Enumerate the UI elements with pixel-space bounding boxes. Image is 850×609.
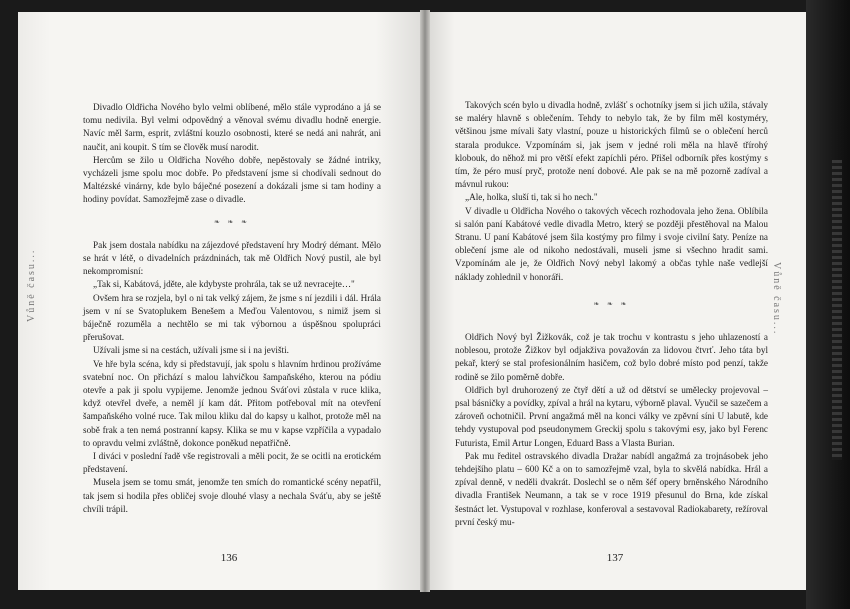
paragraph: V divadle u Oldřicha Nového o takových věcech rozhodovala jeho žena. Oblíbila si salón paní Kabátové vedle divadla Metro, který se později přestěhoval na Malou Stranu. U paní Kabátové jsem šila kostýmy pro filmy i svoje civilní šaty. Peníze na oblečení jsme ale od nikoho nedostávali, museli jsme si všechno hradit sami. Vzpomínám ale je, že Oldřich Nový nebyl lakomý a občas tyhle naše vedlejší náklady zohlednil v honoráři. bbox=[455, 205, 768, 282]
paragraph: „Tak si, Kabátová, jděte, ale kdybyste prohrála, tak se už nevracejte…" bbox=[93, 279, 355, 290]
paragraph: Takových scén bylo u divadla hodně, zvlášť s ochotníky jsem si jich užila, stávaly se maléry hlavně s oblečením. Tehdy to nebylo tak, že by film měl kostyméry, většinou jsme mívali šaty vlastní, pouze u historických filmů se o oblečení herců starala produkce. Vzpomínám si, jak jsem v jedné roli měla na hlavě třírohý klobouk, do něhož mi pro větší efekt zapíchli péro. Přišel odborník přes kostýmy s tím, že péro musí pryč, protože není dobové. Ale pak se na mě pozorně zadíval a mávnul rukou: bbox=[455, 100, 768, 190]
running-head-right: Vůně času... bbox=[771, 262, 782, 336]
right-page bbox=[424, 12, 806, 590]
section-ornament: ❧ ❧ ❧ bbox=[593, 299, 630, 308]
section-ornament: ❧ ❧ ❧ bbox=[213, 217, 251, 226]
page-number-left: 136 bbox=[220, 552, 238, 564]
paragraph: Divadlo Oldřicha Nového bylo velmi oblíbené, mělo stále vyprodáno a já se tomu nedivila. Byl velmi odpovědný a věnoval svému divadlu hodně energie. Navíc měl šarm, esprit, zvláštní kouzlo osobnosti, které se nedá ani nahrát, ani naučit, ani koupit. S tím se člověk musí narodit. bbox=[83, 102, 381, 152]
right-page-body bbox=[455, 99, 768, 529]
paragraph: Ve hře byla scéna, kdy si představují, jak spolu s hlavním hrdinou prožíváme svatební noc. On přichází s malou lahvičkou šampaňského, kterou na pódiu otevře a pak ji spolu vypijeme. Jenomže jednou Sváťovi zůstala v ruce klika, když otevřel dveře, a neměl jí kam dát. Přitom potřeboval mít na otevření šampaňského volné ruce. Tak milou kliku dal do kapsy u kalhot, protože měl na sobě frak a ten nemá postranní kapsy. Klika se mu v kapse vzpříčila a vypadalo to opravdu velmi zvláštně, dokonce poněkud nepatřičně. bbox=[83, 358, 381, 448]
book-edge-shadow bbox=[806, 0, 850, 609]
left-page bbox=[18, 12, 424, 590]
paragraph: Oldřich byl druhorozený ze čtyř dětí a už od dětství se umělecky projevoval – psal básničky a povídky, zpíval a hrál na kytaru, výborně plaval. Vyučil se sazečem a zároveň ochotničil. První angažmá měl na konci války ve zpěvní síni U labutě, kde tehdy vystupoval pod pseudonymem Greckij spolu s takovými esy, jako byl Ferenc Futurista, Emil Artur Longen, Eduard Bass a Vlasta Burian. bbox=[455, 384, 768, 448]
book-gutter bbox=[420, 10, 430, 592]
paragraph: I diváci v poslední řadě vše registrovali a měli pocit, že se ocitli na erotickém představení. bbox=[83, 451, 381, 475]
paragraph: Musela jsem se tomu smát, jenomže ten smích do romantické scény nepatřil, tak jsem si hodila přes obličej svoje dlouhé vlasy a nechala Sváťu, aby se ještě chvíli trápil. bbox=[83, 477, 381, 514]
paragraph: Oldřich Nový byl Žižkovák, což je tak trochu v kontrastu s jeho uhlazeností a noblesou, protože Žižkov byl odjakživa považován za lidovou čtvrť. Jeho táta byl pekař, který se stal profesionálním hasičem, což bylo dobré místo pod penzí, takže rodině se žilo poměrně dobře. bbox=[455, 332, 768, 382]
left-page-body bbox=[83, 101, 381, 516]
paragraph: „Ale, holka, sluší ti, tak si ho nech." bbox=[465, 192, 598, 203]
paragraph: Pak jsem dostala nabídku na zájezdové představení hry Modrý démant. Mělo se hrát v létě, o divadelních prázdninách, tak mě Oldřich Nový pustil, ale byl nekompromisní: bbox=[83, 239, 381, 277]
page-number-right: 137 bbox=[606, 552, 624, 564]
paragraph: Ovšem hra se rozjela, byl o ni tak velký zájem, že jsme s ní jezdili i dál. Hrála jsem v ní se Svatoplukem Benešem a Meďou Valentovou, s nimiž jsem si báječně rozuměla a nechtělo se mi tak výbornou a úspěšnou spolupráci přerušovat. bbox=[83, 292, 381, 343]
page-edges bbox=[832, 160, 842, 460]
paragraph: Užívali jsme si na cestách, užívali jsme si i na jevišti. bbox=[93, 345, 289, 356]
paragraph: Pak mu ředitel ostravského divadla Dražar nabídl angažmá za trojnásobek jeho tehdejšího platu – 600 Kč a on to samozřejmě vzal, byla to skvělá nabídka. Hrál a zpíval denně, v neděli dvakrát. Doslechl se o něm šéf opery brněnského Národního divadla František Neumann, a tak se v roce 1919 přesunul do Brna, kde získal šestnáct let. Vystupoval v rozhlase, konferoval a sestavoval Radiokabarety, režíroval první český mu- bbox=[455, 450, 768, 527]
running-head-left: Vůně času... bbox=[26, 248, 37, 322]
paragraph: Hercům se žilo u Oldřicha Nového dobře, nepěstovaly se žádné intriky, vycházeli jsme spolu moc dobře. Po představení jsme si chodívali sednout do Maltézské vinárny, kde bylo báječné posezení a dokázali jsme si tam hodiny a hodiny povídat. Samozřejmě zase o divadle. bbox=[83, 154, 381, 205]
